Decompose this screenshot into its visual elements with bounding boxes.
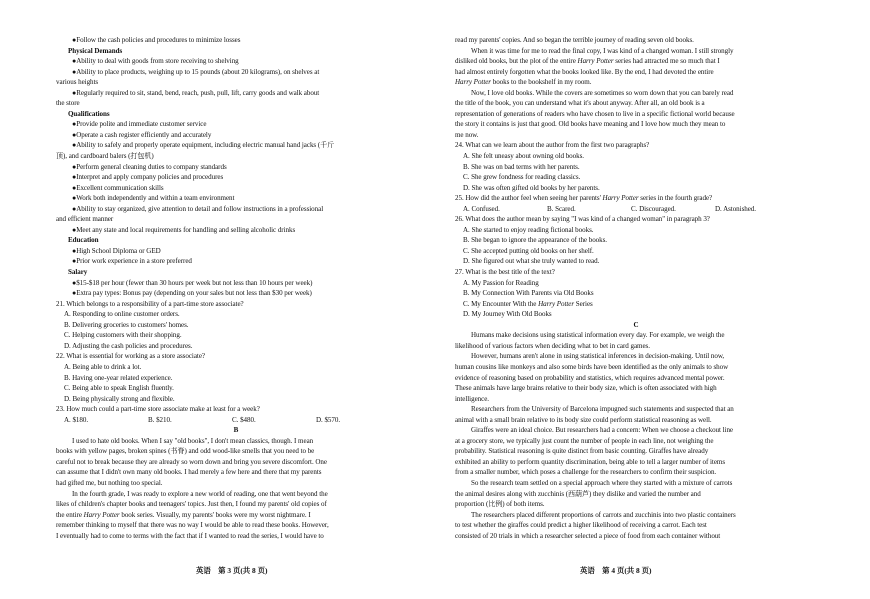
left-text-line: had gifted me, but nothing too special. — [56, 478, 163, 487]
left-text-line: ●Excellent communication skills — [72, 183, 164, 192]
left-text-line: C. Helping customers with their shopping. — [64, 331, 182, 340]
left-text-line: D. Adjusting the cash policies and procedures. — [64, 341, 193, 350]
left-column — [56, 35, 416, 541]
left-text-line: A. Responding to online customer orders. — [64, 310, 180, 319]
right-text-line — [455, 56, 817, 67]
right-text-line: to test whether the giraffes could predict a higher likelihood of receiving a carrot. Each test — [455, 521, 707, 530]
right-text-line: 26. What does the author mean by saying "I was kind of a changed woman" in paragraph 3? — [455, 215, 710, 224]
italic-title: Harry Potter — [83, 510, 120, 519]
right-text-line: A. She felt uneasy about owning old books. — [463, 152, 585, 161]
right-text-line: exhibited an ability to perform quantity discrimination, being able to tell a larger number of items — [455, 457, 726, 466]
left-text-line: B. Having one-year related experience. — [64, 373, 173, 382]
left-text-line: ●Regularly required to sit, stand, bend, reach, push, pull, lift, carry goods and walk about — [72, 88, 320, 97]
italic-title: Harry Potter — [602, 194, 639, 203]
left-text-line: I eventually had to come to terms with the fact that if I wanted to read the series, I would have to — [56, 531, 324, 540]
left-text-line: D. Being physically strong and flexible. — [64, 394, 175, 403]
right-text-line: Researchers from the University of Barcelona impugned such statements and suspected that an — [471, 405, 734, 414]
text-run: series in the fourth grade? — [638, 194, 713, 203]
right-text-line: from a smaller number, which poses a challenge for the researchers to confirm their suspicion. — [455, 468, 717, 477]
answer-option: A. $180. — [64, 415, 89, 424]
answer-option: C. $480. — [232, 415, 256, 424]
right-text-line: proportion (比例) of both items. — [455, 500, 545, 509]
right-text-line: C. She accepted putting old books on her shelf. — [463, 246, 594, 255]
text-run: books to the bookshelf in my room. — [491, 78, 592, 87]
left-text-line: ●Ability to safely and properly operate equipment, including electric manual hand jacks (千斤 — [72, 141, 335, 150]
right-text-line: A. She started to enjoy reading fictional books. — [463, 225, 594, 234]
right-column — [455, 35, 817, 541]
answer-option: B. Scared. — [547, 204, 576, 213]
text-run: series had attracted me so much that I — [613, 57, 720, 66]
left-text-line: ●Ability to deal with goods from store receiving to shelving — [72, 57, 239, 66]
left-text-line: I used to hate old books. When I say "old books", I don't mean classics, though. I mean — [72, 436, 314, 445]
right-text-line: These animals have large brains relative to their body size, which is often associated with high — [455, 384, 717, 393]
left-text-line: ●Meet any state and local requirements for handling and selling alcoholic drinks — [72, 225, 296, 234]
left-text-line: ●Ability to place products, weighing up to 15 pounds (about 20 kilograms), on shelves at — [72, 67, 320, 76]
answer-option: A. Confused. — [463, 204, 500, 213]
right-text-line: B. My Connection With Parents via Old Books — [463, 289, 594, 298]
right-text-line: read my parents' copies. And so began the terrible journey of reading seven old books. — [455, 36, 694, 44]
left-text-line — [56, 510, 416, 521]
right-text-line: Now, I love old books. While the covers are sometimes so worn down that you can barely read — [471, 88, 734, 97]
left-text-line: ●Work both independently and within a team environment — [72, 194, 235, 203]
right-text-line: However, humans aren't alone in using statistical inferences in decision-making. Until now, — [471, 352, 725, 361]
section-heading: B — [233, 426, 239, 435]
left-text-line: Physical Demands — [68, 46, 123, 55]
answer-option: D. Astonished. — [715, 204, 756, 213]
left-text-line: B. Delivering groceries to customers' homes. — [64, 320, 189, 329]
left-text-line: In the fourth grade, I was ready to explore a new world of reading, one that went beyond the — [72, 489, 328, 498]
right-text-line: consisted of 20 trials in which a researcher selected a piece of food from each container without — [455, 531, 721, 540]
right-text-line: had almost entirely forgotten what the books looked like. By the end, I had devoted the entire — [455, 67, 714, 76]
text-run: 25. How did the author feel when seeing her parents' — [455, 194, 603, 203]
right-text-line: at a grocery store, we typically just count the number of people in each line, not weighing the — [455, 436, 714, 445]
right-text-line: animal with a small brain relative to its body size could perform statistical reasoning as well. — [455, 415, 712, 424]
left-text-line: ●Ability to stay organized, give attention to detail and follow instructions in a professional — [72, 204, 324, 213]
left-text-line: Education — [68, 236, 99, 245]
right-text-line: 27. What is the best title of the text? — [455, 268, 555, 277]
right-text-line: the animal desires along with zucchinis (西葫芦) they dislike and varied the number and — [455, 489, 701, 498]
left-text-line: 22. What is essential for working as a store associate? — [56, 352, 205, 361]
right-text-line: A. My Passion for Reading — [463, 278, 539, 287]
left-text-line: ●$15-$18 per hour (fewer than 30 hours per week but not less than 10 hours per week) — [72, 278, 313, 287]
left-text-line: 23. How much could a part-time store associate make at least for a week? — [56, 405, 260, 414]
text-run: C. My Encounter With the — [463, 299, 539, 308]
right-text-line: When it was time for me to read the final copy, I was kind of a changed woman. I still strongly — [471, 46, 734, 55]
right-text-line: B. She began to ignore the appearance of the books. — [463, 236, 608, 245]
left-text-line: ●Extra pay types: Bonus pay (depending on your sales but not less than $30 per week) — [72, 289, 312, 298]
right-text-line: D. My Journey With Old Books — [463, 310, 552, 319]
answer-option: D. $570. — [316, 415, 341, 424]
left-text-line: and efficient manner — [56, 215, 114, 224]
right-text-line: Humans make decisions using statistical information every day. For example, we weigh the — [471, 331, 725, 340]
answer-option: B. $210. — [148, 415, 172, 424]
right-text-line: the title of the book, you can understand what it's about anyway. After all, an old book is a — [455, 99, 705, 108]
right-text-line: the story it contains is just that good. Old books have meaning and I love how much they mean to — [455, 120, 726, 129]
right-text-line: C. She grew fondness for reading classics. — [463, 173, 581, 182]
right-text-line — [455, 299, 817, 310]
left-text-line: C. Being able to speak English fluently. — [64, 384, 174, 393]
text-run: the entire — [56, 510, 84, 519]
left-text-line: 顶), and cardboard balers (打包机) — [56, 152, 154, 161]
left-text-line: ●Operate a cash register efficiently and accurately — [72, 130, 212, 139]
section-heading: C — [633, 320, 639, 329]
italic-title: Harry Potter — [577, 57, 614, 66]
left-text-line: ●Follow the cash policies and procedures to minimize losses — [72, 36, 241, 44]
page-footer-right: 英语 第 4 页(共 8 页) — [580, 566, 652, 575]
left-text-line: the store — [56, 99, 80, 108]
left-text-line: careful not to break because they are already so worn down and bring you severe discomfort. One — [56, 457, 327, 466]
left-text-line: likes of children's chapter books and teenagers' topics. Just then, I found my parents' old copies of — [56, 500, 327, 509]
right-text-line: 24. What can we learn about the author from the first two paragraphs? — [455, 141, 650, 150]
right-text-line: likelihood of various factors when deciding what to bet in card games. — [455, 341, 650, 350]
right-text-line: evidence of reasoning based on probability and statistics, which requires advanced mental power. — [455, 373, 725, 382]
left-text-line: various heights — [56, 78, 99, 87]
right-text-line: probability. Statistical reasoning is quite distinct from basic counting. Giraffes have already — [455, 447, 709, 456]
left-text-line: ●Interpret and apply company policies and procedures — [72, 173, 224, 182]
right-text-line: D. She was often gifted old books by her parents. — [463, 183, 600, 192]
right-text-line: representation of generations of readers who have chosen to live in a specific fictional world because — [455, 109, 735, 118]
right-text-line: Giraffes were an ideal choice. But researchers had a concern: When we choose a checkout line — [471, 426, 734, 435]
italic-title: Harry Potter — [455, 78, 492, 87]
left-text-line: ●Perform general cleaning duties to company standards — [72, 162, 227, 171]
text-run: Series — [574, 299, 593, 308]
left-text-line: 21. Which belongs to a responsibility of a part-time store associate? — [56, 299, 244, 308]
right-text-line — [455, 77, 817, 88]
right-text-line: intelligence. — [455, 394, 489, 403]
left-text-line: A. Being able to drink a lot. — [64, 362, 142, 371]
left-text-line: remember thinking to myself that there was no way I would be able to read these books. However, — [56, 521, 329, 530]
right-text-line: The researchers placed different proportions of carrots and zucchinis into two plastic containers — [471, 510, 736, 519]
left-text-line: Qualifications — [68, 109, 110, 118]
right-text-line: So the research team settled on a special approach where they started with a mixture of carrots — [471, 478, 733, 487]
right-text-line: D. She figured out what she truly wanted to read. — [463, 257, 600, 266]
italic-title: Harry Potter — [538, 299, 575, 308]
left-answer-options — [56, 415, 416, 426]
text-run: disliked old books, but the plot of the entire — [455, 57, 578, 66]
right-answer-options — [455, 204, 817, 215]
left-text-line: ●Provide polite and immediate customer service — [72, 120, 207, 129]
left-text-line: ●High School Diploma or GED — [72, 246, 161, 255]
text-run: book series. Visually, my parents' books were my worst nightmare. I — [119, 510, 311, 519]
left-text-line: can assume that I didn't own many old books. I had merely a few here and there that my parents — [56, 468, 322, 477]
right-text-line — [455, 193, 817, 204]
left-text-line: books with yellow pages, broken spines (书脊) and odd wood-like smells that you need to be — [56, 447, 315, 456]
left-text-line: ●Prior work experience in a store preferred — [72, 257, 192, 266]
page-footer-left: 英语 第 3 页(共 8 页) — [196, 566, 268, 575]
left-text-line: Salary — [68, 268, 88, 277]
right-text-line: me now. — [455, 130, 479, 139]
right-text-line: human cousins like monkeys and also some birds have been identified as the only animals to show — [455, 362, 729, 371]
answer-option: C. Discouraged. — [631, 204, 676, 213]
right-text-line: B. She was on bad terms with her parents. — [463, 162, 580, 171]
